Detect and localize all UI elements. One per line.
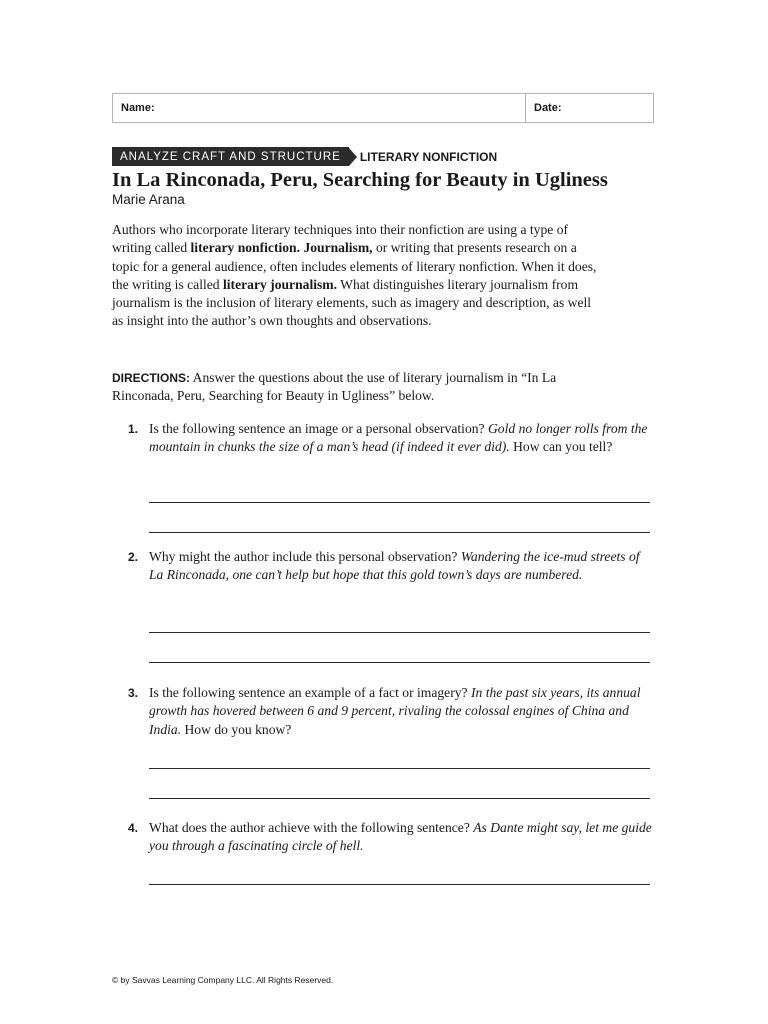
directions-text: Answer the questions about the use of literary journalism in “In La Rinconada, Peru, Searching for Beauty in Ugliness” below.	[112, 370, 557, 404]
question-4	[128, 819, 653, 856]
question-prompt: What does the author achieve with the following sentence?	[149, 820, 474, 835]
question-prompt: Is the following sentence an image or a personal observation?	[149, 421, 488, 436]
intro-text: or writing that presents research on a topic for a general audience, often includes elements of literary nonfiction. When it does, the writing is called	[112, 240, 597, 292]
name-date-box	[112, 93, 654, 123]
question-text	[149, 684, 653, 739]
section-tag: ANALYZE CRAFT AND STRUCTURE	[112, 147, 349, 166]
question-quote: As Dante might say, let me guide you through a fascinating circle of hell.	[149, 820, 652, 854]
question-text	[149, 548, 653, 585]
question-text	[149, 819, 653, 856]
question-number: 4.	[128, 821, 139, 835]
term-literary-nonfiction: literary nonfiction.	[190, 240, 301, 256]
question-quote: In the past six years, its annual growth has hovered between 6 and 9 percent, rivaling the colossal engines of China and India.	[149, 685, 641, 737]
intro-text: What distinguishes literary journalism from journalism is the inclusion of literary elements, such as imagery and description, as well as insight into the author’s own thoughts and observations.	[112, 276, 592, 329]
question-number: 2.	[128, 550, 139, 564]
copyright-footer: © by Savvas Learning Company LLC. All Rights Reserved.	[112, 975, 334, 985]
answer-line[interactable]	[149, 768, 650, 769]
question-prompt: Is the following sentence an example of a fact or imagery?	[149, 685, 471, 700]
directions-label: DIRECTIONS:	[112, 371, 190, 385]
answer-line[interactable]	[149, 502, 650, 503]
question-quote: Gold no longer rolls from the mountain in chunks the size of a man’s head (if indeed it ever did).	[149, 421, 648, 455]
term-literary-journalism: literary journalism.	[223, 276, 338, 292]
author-name: Marie Arana	[112, 192, 185, 207]
question-1	[128, 420, 653, 457]
banner-arrow-icon	[349, 148, 357, 166]
answer-line[interactable]	[149, 798, 650, 799]
question-quote: Wandering the ice-mud streets of La Rinconada, one can’t help but hope that this gold town’s days are numbered.	[149, 549, 640, 583]
intro-text: Authors who incorporate literary techniques into their nonfiction are using a type of writing called	[112, 222, 569, 256]
name-field[interactable]	[113, 94, 526, 122]
date-field[interactable]	[526, 94, 653, 122]
directions	[112, 369, 592, 406]
section-banner	[112, 147, 497, 166]
answer-line[interactable]	[149, 662, 650, 663]
answer-line[interactable]	[149, 532, 650, 533]
question-prompt: Why might the author include this personal observation?	[149, 549, 461, 564]
question-number: 3.	[128, 686, 139, 700]
question-followup: How do you know?	[181, 721, 292, 737]
date-label: Date:	[534, 102, 562, 114]
answer-line[interactable]	[149, 884, 650, 885]
question-2	[128, 548, 653, 585]
intro-paragraph	[112, 221, 597, 331]
question-text	[149, 420, 653, 457]
question-followup: How can you tell?	[509, 439, 613, 455]
genre-label: LITERARY NONFICTION	[359, 149, 498, 164]
question-3	[128, 684, 653, 739]
page-title: In La Rinconada, Peru, Searching for Beauty in Ugliness	[112, 169, 608, 191]
answer-line[interactable]	[149, 632, 650, 633]
name-label: Name:	[121, 102, 155, 114]
term-journalism: Journalism,	[303, 240, 373, 256]
question-number: 1.	[128, 422, 139, 436]
